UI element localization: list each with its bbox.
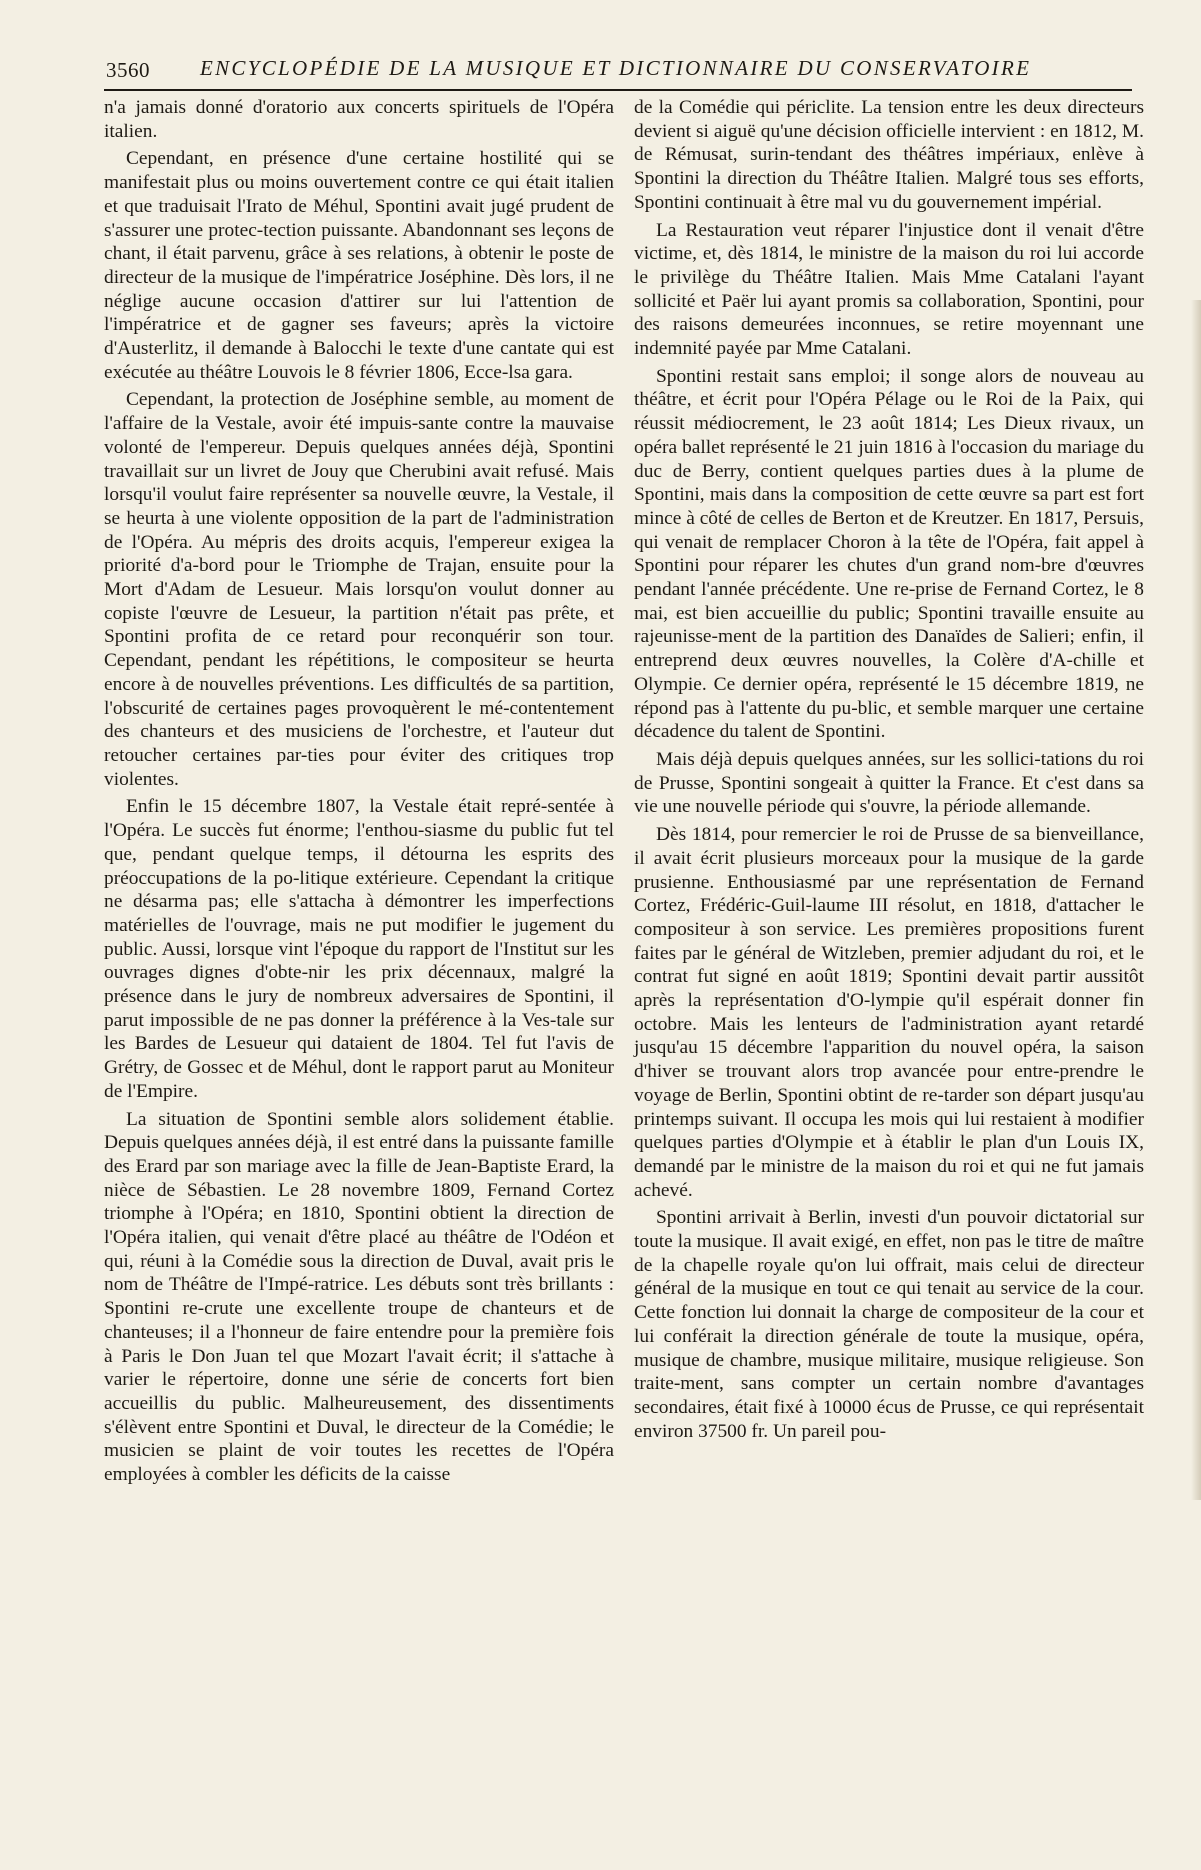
paragraph: n'a jamais donné d'oratorio aux concerts spirituels de l'Opéra italien. — [104, 97, 614, 142]
paragraph: Mais déjà depuis quelques années, sur les sollici-tations du roi de Prusse, Spontini songeait à quitter la France. Et c'est dans sa vie une nouvelle période qui s'ouvre, la période allemande. — [634, 748, 1144, 818]
right-column — [634, 96, 1144, 1443]
paragraph: La Restauration veut réparer l'injustice dont il venait d'être victime, et, dès 1814, le ministre de la maison du roi lui accorde le privilège du Théâtre Italien. Mais Mme Catalani l'ayant sollicité et Paër lui ayant promis sa collaboration, Spontini, pour des raisons demeurées inconnues, se retire moyennant une indemnité payée par Mme Catalani. — [634, 219, 1144, 360]
page-number: 3560 — [106, 58, 150, 82]
header-rule — [104, 89, 1132, 91]
paragraph: Cependant, en présence d'une certaine hostilité qui se manifestait plus ou moins ouvertement contre ce qui était italien et que traduisait l'Irato de Méhul, Spontini avait jugé prudent de s'assurer une protec-tection puissante. Abandonnant ses leçons de chant, il était parvenu, grâce à ses relations, à obtenir le poste de directeur de la musique de l'impératrice Joséphine. Dès lors, il ne néglige aucune occasion d'attirer sur lui l'attention de l'impératrice et de gagner ses faveurs; après la victoire d'Austerlitz, il demande à Balocchi le texte d'une cantate qui est exécutée au théâtre Louvois le 8 février 1806, Ecce-lsa gara. — [104, 148, 614, 383]
paragraph: Cependant, la protection de Joséphine semble, au moment de l'affaire de la Vestale, avoir été impuis-sante contre la mauvaise volonté de l'empereur. Depuis quelques années déjà, Spontini travaillait sur un livret de Jouy que Cherubini avait refusé. Mais lorsqu'il voulut faire représenter sa nouvelle œuvre, la Vestale, il se heurta à une violente opposition de la part de l'administration de l'Opéra. Au mépris des droits acquis, l'empereur exigea la priorité d'a-bord pour le Triomphe de Trajan, ensuite pour la Mort d'Adam de Lesueur. Mais lorsqu'on voulut donner au copiste l'œuvre de Lesueur, la partition n'était pas prête, et Spontini profita de ce retard pour reconquérir son tour. Cependant, pendant les répétitions, le compositeur se heurta encore à de nouvelles préventions. Les difficultés de sa partition, l'obscurité de certaines pages provoquèrent le mé-contentement des chanteurs et des musiciens de l'orchestre, et l'auteur dut retoucher certaines par-ties pour éviter des critiques trop violentes. — [104, 389, 614, 790]
paragraph: Dès 1814, pour remercier le roi de Prusse de sa bienveillance, il avait écrit plusieurs morceaux pour la musique de la garde prusienne. Enthousiasmé par une représentation de Fernand Cortez, Frédéric-Guil-laume III résolut, en 1818, d'attacher le compositeur à son service. Les premières propositions furent faites par le général de Witzleben, premier adjudant du roi, et le contrat fut signé en août 1819; Spontini devait partir aussitôt après la représentation d'O-lympie qu'il espérait donner fin octobre. Mais les lenteurs de l'administration ayant retardé jusqu'au 15 décembre l'apparition du nouvel opéra, la saison d'hiver se trouvant alors trop avancée pour entre-prendre le voyage de Berlin, Spontini obtint de re-tarder son départ jusqu'au printemps suivant. Il occupa les mois qui lui restaient à modifier quelques parties d'Olympie et à établir le plan d'un Louis IX, demandé par le ministre de la maison du roi et qui ne fut jamais achevé. — [634, 824, 1144, 1201]
page-edge-shadow — [1191, 300, 1201, 1500]
paragraph: de la Comédie qui périclite. La tension entre les deux directeurs devient si aiguë qu'une décision officielle intervient : en 1812, M. de Rémusat, surin-tendant des théâtres impériaux, enlève à Spontini la direction du Théâtre Italien. Malgré tous ses efforts, Spontini continuait à être mal vu du gouvernement impérial. — [634, 97, 1144, 213]
left-column — [104, 96, 614, 1487]
paragraph: Spontini restait sans emploi; il songe alors de nouveau au théâtre, et écrit pour l'Opéra Pélage ou le Roi de la Paix, qui réussit médiocrement, le 23 août 1814; Les Dieux rivaux, un opéra ballet représenté le 21 juin 1816 à l'occasion du mariage du duc de Berry, contient quelques parties dues à la plume de Spontini, mais dans la composition de cette œuvre sa part est fort mince à côté de celles de Berton et de Kreutzer. En 1817, Persuis, qui venait de remplacer Choron à la tête de l'Opéra, fait appel à Spontini pour réparer les chutes d'un grand nom-bre d'œuvres pendant l'année précédente. Une re-prise de Fernand Cortez, le 8 mai, est bien accueillie du public; Spontini travaille ensuite au rajeunisse-ment de la partition des Danaïdes de Salieri; enfin, il entreprend deux œuvres nouvelles, la Colère d'A-chille et Olympie. Ce dernier opéra, représenté le 15 décembre 1819, ne répond pas à l'attente du pu-blic, et semble marquer une certaine décadence du talent de Spontini. — [634, 365, 1144, 743]
paragraph: Enfin le 15 décembre 1807, la Vestale était repré-sentée à l'Opéra. Le succès fut énorme; l'enthou-siasme du public fut tel que, pendant quelque temps, il détourna les esprits des préoccupations de la po-litique extérieure. Cependant la critique ne désarma pas; elle s'attacha à démontrer les imperfections matérielles de l'ouvrage, mais ne put modifier le jugement du public. Aussi, lorsque vint l'époque du rapport de l'Institut sur les ouvrages dignes d'obte-nir les prix décennaux, malgré la présence dans le jury de nombreux adversaires de Spontini, il parut impossible de ne pas donner la préférence à la Ves-tale sur les Bardes de Lesueur qui dataient de 1804. Tel fut l'avis de Grétry, de Gossec et de Méhul, dont le rapport parut au Moniteur de l'Empire. — [104, 796, 614, 1102]
paragraph: Spontini arrivait à Berlin, investi d'un pouvoir dictatorial sur toute la musique. Il avait exigé, en effet, non pas le titre de maître de la chapelle royale qu'on lui offrait, mais celui de directeur général de la musique en tout ce qui tenait au service de la cour. Cette fonction lui donnait la charge de compositeur de la cour et lui conférait la direction générale de toute la musique, opéra, musique de chambre, musique militaire, musique religieuse. Son traite-ment, sans compter un certain nombre d'avantages secondaires, était fixé à 10000 écus de Prusse, ce qui représentait environ 37500 fr. Un pareil pou- — [634, 1207, 1144, 1442]
paragraph: La situation de Spontini semble alors solidement établie. Depuis quelques années déjà, il est entré dans la puissante famille des Erard par son mariage avec la fille de Jean-Baptiste Erard, la nièce de Sébastien. Le 28 novembre 1809, Fernand Cortez triomphe à l'Opéra; en 1810, Spontini obtient la direction de l'Opéra italien, qui venait d'être placé au théâtre de l'Odéon et qui, réuni à la Comédie sous la direction de Duval, avait pris le nom de Théâtre de l'Impé-ratrice. Les débuts sont très brillants : Spontini re-crute une excellente troupe de chanteurs et de chanteuses; il a l'honneur de faire entendre pour la première fois à Paris le Don Juan tel que Mozart l'avait écrit; il s'attache à varier le répertoire, donne une série de concerts fort bien accueillis du public. Malheureusement, des dissentiments s'élèvent entre Spontini et Duval, le directeur de la Comédie; le musicien se plaint de voir toutes les recettes de l'Opéra employées à combler les déficits de la caisse — [104, 1108, 614, 1486]
running-title: ENCYCLOPÉDIE DE LA MUSIQUE ET DICTIONNAIRE DU CONSERVATOIRE — [200, 56, 1032, 80]
